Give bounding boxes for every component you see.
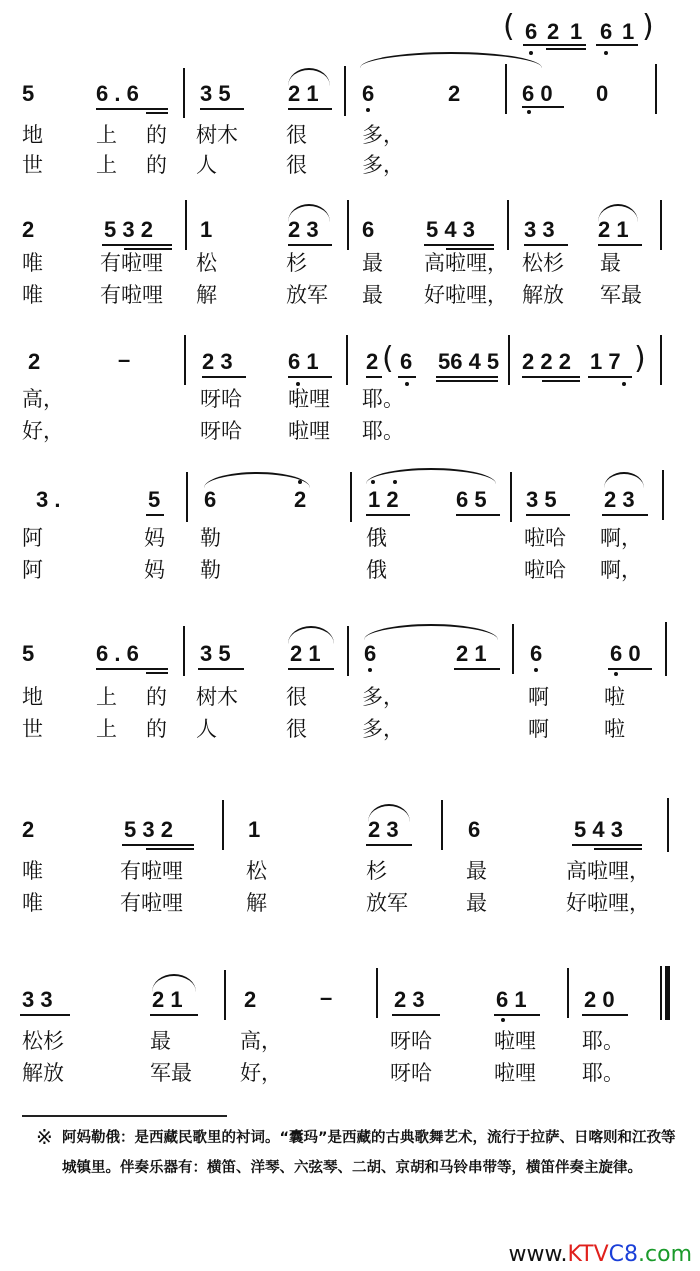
note: 2 1 (152, 987, 183, 1012)
lyric: 的 (146, 717, 167, 741)
note: – (118, 347, 131, 372)
note: 2 (244, 987, 257, 1012)
lyric: 唯 (22, 283, 43, 307)
lyric: 啦 (604, 717, 625, 741)
note: 3 5 (526, 487, 557, 512)
note: 6 0 (610, 641, 641, 666)
lyric: 的 (146, 153, 167, 177)
lyric: 最 (362, 251, 383, 275)
note: 6 1 (496, 987, 527, 1012)
lyric: 好， (240, 1061, 282, 1085)
lyric: 世 (22, 153, 43, 177)
lyric: 杉 (366, 859, 387, 883)
lyric: 解 (196, 283, 217, 307)
lyric: 上 (96, 717, 117, 741)
lyric: 啊 (528, 685, 549, 709)
lyric: 俄 (366, 558, 387, 582)
lyric: 人 (196, 717, 217, 741)
note: 0 (596, 81, 609, 106)
note: 1 (200, 217, 213, 242)
note: 2 (547, 19, 560, 44)
paren-close: ) (642, 9, 654, 44)
note: 1 (248, 817, 261, 842)
watermark-ktv: KTV (567, 1242, 609, 1267)
note: 6 . 6 (96, 641, 139, 666)
note: 3 5 (200, 641, 231, 666)
note: 2 (366, 349, 379, 374)
note: 2 3 (604, 487, 635, 512)
note: 6 1 (288, 349, 319, 374)
lyric: 勒 (200, 558, 221, 582)
note: 3 . (36, 487, 61, 512)
lyric: 松杉 (522, 251, 564, 275)
note: 2 3 (394, 987, 425, 1012)
note: 6 (204, 487, 217, 512)
note: – (320, 985, 333, 1010)
note: 2 (28, 349, 41, 374)
final-barline-thin (660, 966, 662, 1020)
note: 2 (22, 217, 35, 242)
note: 6 (362, 217, 375, 242)
watermark-prefix: www. (508, 1242, 568, 1267)
lyric: 放军 (366, 891, 408, 915)
lyric: 啦 (604, 685, 625, 709)
note: 2 1 (456, 641, 487, 666)
note: 5 4 3 (426, 217, 475, 242)
note: 1 (570, 19, 583, 44)
lyric: 最 (150, 1029, 171, 1053)
lyric: 耶。 (582, 1029, 624, 1053)
lyric: 军最 (150, 1061, 192, 1085)
lyric: 松 (196, 251, 217, 275)
lyric: 啦哈 (524, 558, 566, 582)
lyric: 杉 (286, 251, 307, 275)
note: 2 1 (598, 217, 629, 242)
lyric: 耶。 (362, 387, 404, 411)
lyric: 树木 (196, 685, 238, 709)
watermark-c8: C8 (608, 1242, 639, 1267)
lyric: 勒 (200, 526, 221, 550)
lyric: 世 (22, 717, 43, 741)
site-watermark (508, 1243, 692, 1267)
reference-mark-icon: ※ (36, 1125, 53, 1149)
lyric: 有啦哩 (100, 251, 163, 275)
note: 6 . 6 (96, 81, 139, 106)
lyric: 好啦哩， (424, 283, 508, 307)
lyric: 最 (466, 859, 487, 883)
lyric: 松杉 (22, 1029, 64, 1053)
lyric: 很 (286, 685, 307, 709)
lyric: 上 (96, 123, 117, 147)
note: 2 (22, 817, 35, 842)
note: 5 (22, 81, 35, 106)
note: 6 0 (522, 81, 553, 106)
lyric: 啊 (528, 717, 549, 741)
lyric: 耶。 (362, 419, 404, 443)
lyric: 多， (362, 153, 404, 177)
lyric: 呀哈 (390, 1061, 432, 1085)
lyric: 有啦哩 (120, 859, 183, 883)
lyric: 阿 (22, 558, 43, 582)
lyric: 放军 (286, 283, 328, 307)
lyric: 高， (22, 387, 64, 411)
lyric: 树木 (196, 123, 238, 147)
note: 2 2 2 (522, 349, 571, 374)
lyric: 有啦哩 (100, 283, 163, 307)
note: 3 3 (22, 987, 53, 1012)
lyric: 妈 (144, 526, 165, 550)
lyric: 呀哈 (200, 387, 242, 411)
note: 2 1 (290, 641, 321, 666)
lyric: 最 (362, 283, 383, 307)
note: 2 0 (584, 987, 615, 1012)
note: 5 4 3 (574, 817, 623, 842)
note: 5 (22, 641, 35, 666)
note: 6 (600, 19, 613, 44)
lyric: 多， (362, 685, 404, 709)
note: 5 3 2 (124, 817, 173, 842)
note: 6 (525, 19, 538, 44)
lyric: 高啦哩， (566, 859, 650, 883)
note: 6 (468, 817, 481, 842)
note: 56 4 5 (438, 349, 500, 374)
note: 1 7 (590, 349, 621, 374)
paren-open: ( (382, 341, 394, 376)
lyric: 啊， (600, 526, 642, 550)
lyric: 唯 (22, 859, 43, 883)
lyric: 松 (246, 859, 267, 883)
note: 3 5 (200, 81, 231, 106)
slur (360, 52, 542, 68)
lyric: 呀哈 (200, 419, 242, 443)
note: 2 (294, 487, 307, 512)
lyric: 很 (286, 123, 307, 147)
note: 6 (362, 81, 375, 106)
lyric: 俄 (366, 526, 387, 550)
lyric: 解 (246, 891, 267, 915)
lyric: 地 (22, 685, 43, 709)
lyric: 上 (96, 153, 117, 177)
lyric: 啦哩 (494, 1061, 536, 1085)
lyric: 耶。 (582, 1061, 624, 1085)
lyric: 解放 (522, 283, 564, 307)
paren-close: ) (634, 341, 646, 376)
lyric: 很 (286, 153, 307, 177)
lyric: 最 (466, 891, 487, 915)
lyric: 啦哩 (288, 387, 330, 411)
final-barline-thick (665, 966, 670, 1020)
footnote-text: 阿妈勒俄：是西藏民歌里的衬词。“囊玛”是西藏的古典歌舞艺术，流行于拉萨、日喀则和江孜等城镇里。伴奏乐器有：横笛、洋琴、六弦琴、二胡、京胡和马铃串带等，横笛伴奏主旋律。 (62, 1130, 676, 1176)
note: 6 (364, 641, 377, 666)
note: 5 (148, 487, 161, 512)
lyric: 好啦哩， (566, 891, 650, 915)
note: 6 5 (456, 487, 487, 512)
lyric: 阿 (22, 526, 43, 550)
lyric: 的 (146, 685, 167, 709)
note: 2 3 (368, 817, 399, 842)
note: 2 3 (202, 349, 233, 374)
lyric: 上 (96, 685, 117, 709)
note: 6 (400, 349, 413, 374)
lyric: 啦哩 (288, 419, 330, 443)
lyric: 人 (196, 153, 217, 177)
footnote-divider (22, 1115, 227, 1117)
watermark-com: .com (638, 1242, 692, 1267)
note: 2 (448, 81, 461, 106)
note: 5 3 2 (104, 217, 153, 242)
note: 1 2 (368, 487, 399, 512)
lyric: 多， (362, 717, 404, 741)
lyric: 军最 (600, 283, 642, 307)
lyric: 很 (286, 717, 307, 741)
lyric: 有啦哩 (120, 891, 183, 915)
lyric: 啊， (600, 558, 642, 582)
lyric: 唯 (22, 891, 43, 915)
lyric: 的 (146, 123, 167, 147)
note: 2 1 (288, 81, 319, 106)
lyric: 解放 (22, 1061, 64, 1085)
lyric: 啦哈 (524, 526, 566, 550)
note: 1 (622, 19, 635, 44)
lyric: 高， (240, 1029, 282, 1053)
lyric: 地 (22, 123, 43, 147)
lyric: 最 (600, 251, 621, 275)
note: 6 (530, 641, 543, 666)
note: 2 3 (288, 217, 319, 242)
lyric: 妈 (144, 558, 165, 582)
lyric: 好， (22, 419, 64, 443)
lyric: 呀哈 (390, 1029, 432, 1053)
paren-open: ( (503, 9, 515, 44)
lyric: 唯 (22, 251, 43, 275)
lyric: 啦哩 (494, 1029, 536, 1053)
lyric: 高啦哩， (424, 251, 508, 275)
lyric: 多， (362, 123, 404, 147)
note: 3 3 (524, 217, 555, 242)
